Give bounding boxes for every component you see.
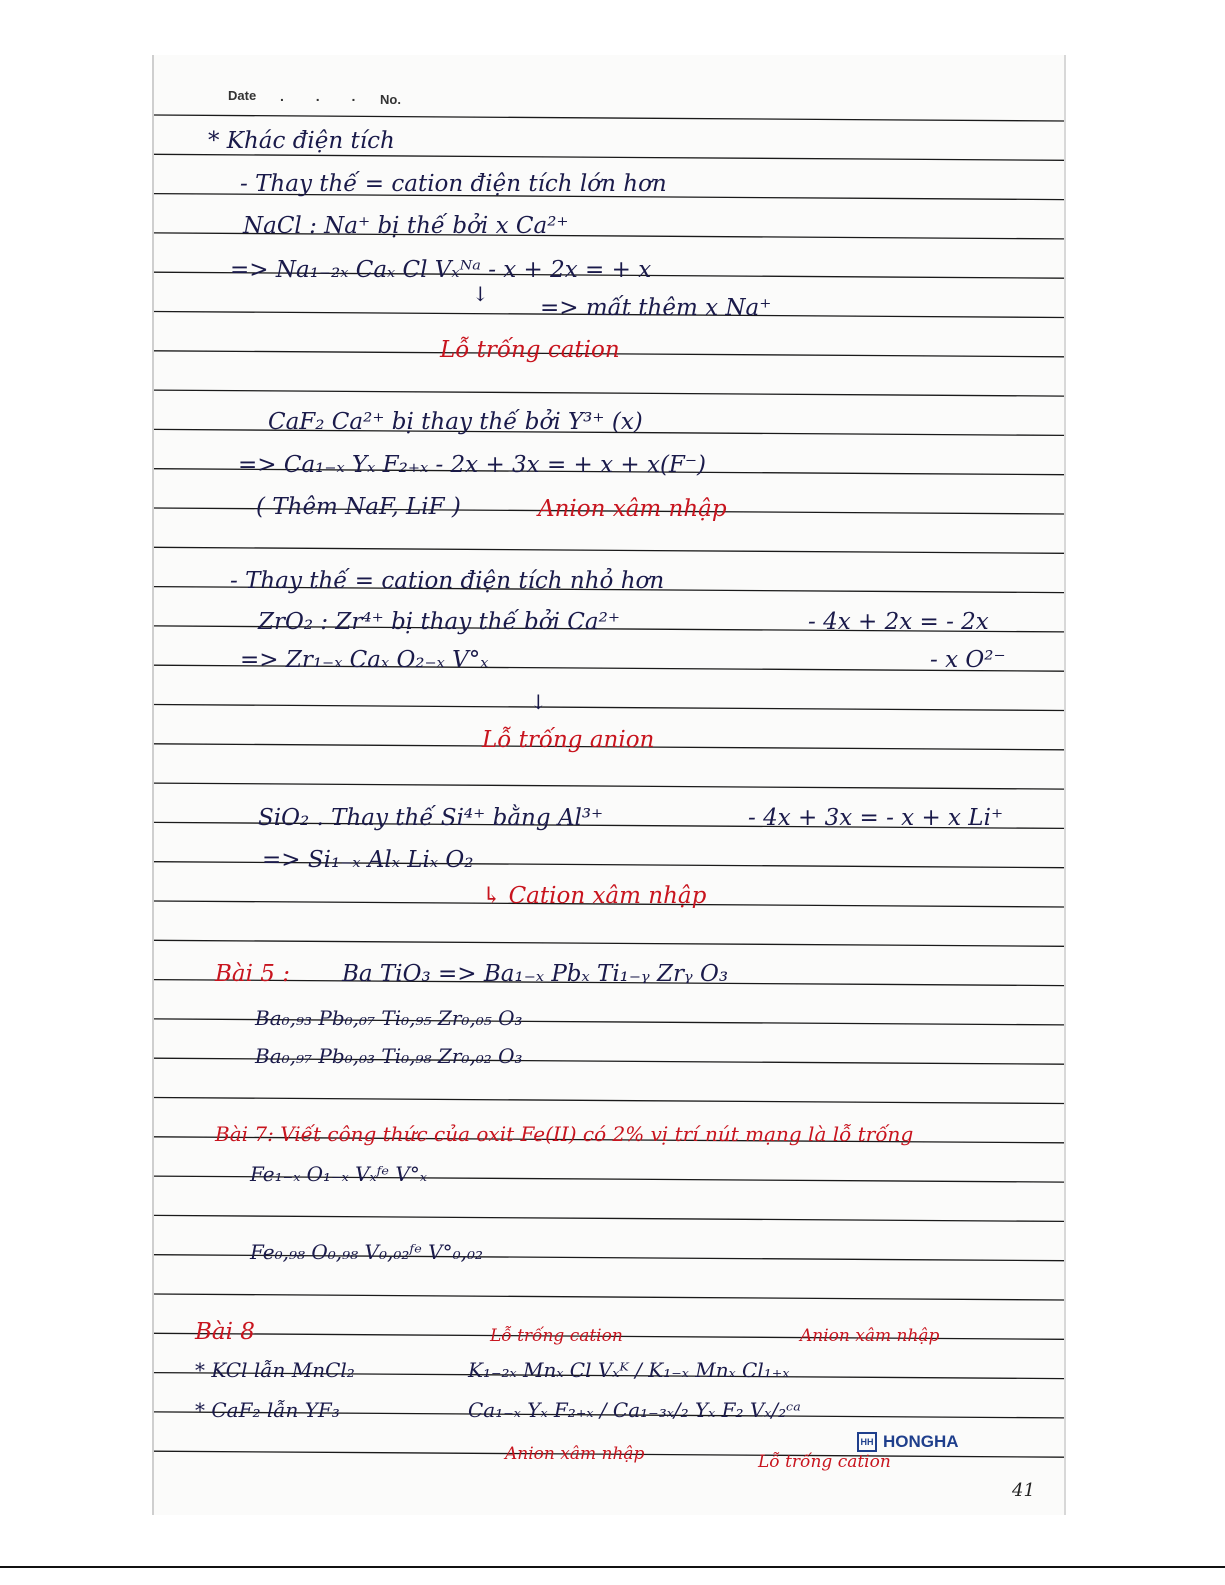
note-line: NaCl : Na⁺ bị thế bởi x Ca²⁺ [243, 213, 569, 239]
note-line: - Thay thế = cation điện tích nhỏ hơn [230, 568, 665, 594]
date-dots: . . . [280, 88, 370, 104]
note-line: CaF₂ Ca²⁺ bị thay thế bởi Y³⁺ (x) [268, 409, 643, 435]
note-line: - Thay thế = cation điện tích lớn hơn [240, 171, 667, 197]
annotation-anion-interstitial: Anion xâm nhập [505, 1444, 645, 1464]
note-line: SiO₂ . Thay thế Si⁴⁺ bằng Al³⁺ [258, 805, 604, 831]
note-line: ZrO₂ : Zr⁴⁺ bị thay thế bởi Ca²⁺ [258, 609, 620, 635]
down-arrow-icon: ↓ [530, 690, 547, 714]
number-label: No. [380, 92, 401, 107]
brand-mark-icon: HH [857, 1432, 877, 1452]
formula-line: Ba₀,₉₇ Pb₀,₀₃ Ti₀,₉₈ Zr₀,₀₂ O₃ [255, 1044, 523, 1068]
honghA-brand-logo [857, 1432, 959, 1452]
charge-balance: - 4x + 2x = - 2x [808, 609, 989, 635]
formula-line: Ba TiO₃ => Ba₁₋ₓ Pbₓ Ti₁₋ᵧ Zrᵧ O₃ [342, 961, 729, 987]
formula-line: Ca₁₋ₓ Yₓ F₂₊ₓ / Ca₁₋₃ₓ/₂ Yₓ F₂ Vₓ/₂ᶜᵃ [468, 1398, 801, 1422]
annotation-cation-vacancy: Lỗ trống cation [440, 337, 620, 363]
note-line: => mất thêm x Na⁺ [540, 295, 772, 321]
ruled-line [154, 1215, 1064, 1221]
ruled-line [154, 547, 1064, 553]
note-line: ( Thêm NaF, LiF ) [256, 494, 461, 520]
date-label: Date [228, 88, 257, 103]
formula-line: K₁₋₂ₓ Mnₓ Cl Vₓᴷ / K₁₋ₓ Mnₓ Cl₁₊ₓ [468, 1358, 790, 1382]
ruled-line [154, 154, 1064, 160]
ruled-line [154, 1294, 1064, 1300]
exercise-5-title: Bài 5 : [215, 961, 290, 987]
ruled-line [154, 940, 1064, 946]
scan-bottom-border [0, 1566, 1225, 1568]
note-line: * CaF₂ lẫn YF₃ [195, 1398, 340, 1422]
exercise-7-prompt: Bài 7: Viết công thức của oxit Fe(II) có 2% vị trí nút mạng là lỗ trống [215, 1122, 914, 1146]
charge-balance: - x O²⁻ [930, 647, 1006, 673]
annotation-cation-vacancy: Lỗ trống cation [758, 1452, 891, 1472]
annotation-anion-interstitial: Anion xâm nhập [538, 496, 727, 522]
annotation-anion-vacancy: Lỗ trống anion [482, 727, 655, 753]
exercise-8-title: Bài 8 [195, 1319, 255, 1345]
charge-balance: - 4x + 3x = - x + x Li⁺ [748, 805, 1004, 831]
heading-charge-difference: * Khác điện tích [208, 128, 395, 154]
ruled-line [154, 783, 1064, 789]
formula-line: => Zr₁₋ₓ Caₓ O₂₋ₓ V°ₓ [240, 647, 489, 673]
formula-line: Fe₀,₉₈ O₀,₉₈ V₀,₀₂ᶠᵉ V°₀,₀₂ [250, 1240, 484, 1264]
note-line: * KCl lẫn MnCl₂ [195, 1358, 355, 1382]
brand-name: HONGHA [883, 1432, 959, 1451]
formula-line: => Na₁₋₂ₓ Caₓ Cl Vₓᴺᵃ - x + 2x = + x [230, 257, 652, 283]
ruled-line [154, 390, 1064, 396]
formula-line: => Ca₁₋ₓ Yₓ F₂₊ₓ - 2x + 3x = + x + x(F⁻) [238, 452, 706, 478]
annotation-cation-vacancy: Lỗ trống cation [490, 1326, 623, 1346]
formula-line: => Si₁₋ₓ Alₓ Liₓ O₂ [262, 847, 474, 873]
down-arrow-icon: ↓ [472, 282, 489, 306]
ruled-line [154, 1098, 1064, 1104]
formula-line: Fe₁₋ₓ O₁₋ₓ Vₓᶠᵉ V°ₓ [250, 1162, 427, 1186]
ruled-line [154, 115, 1064, 121]
ruled-line [154, 705, 1064, 711]
page-number: 41 [1012, 1480, 1035, 1501]
formula-line: Ba₀,₉₃ Pb₀,₀₇ Ti₀,₉₅ Zr₀,₀₅ O₃ [255, 1006, 523, 1030]
annotation-anion-interstitial: Anion xâm nhập [800, 1326, 940, 1346]
annotation-cation-interstitial: ↳ Cation xâm nhập [482, 883, 707, 909]
